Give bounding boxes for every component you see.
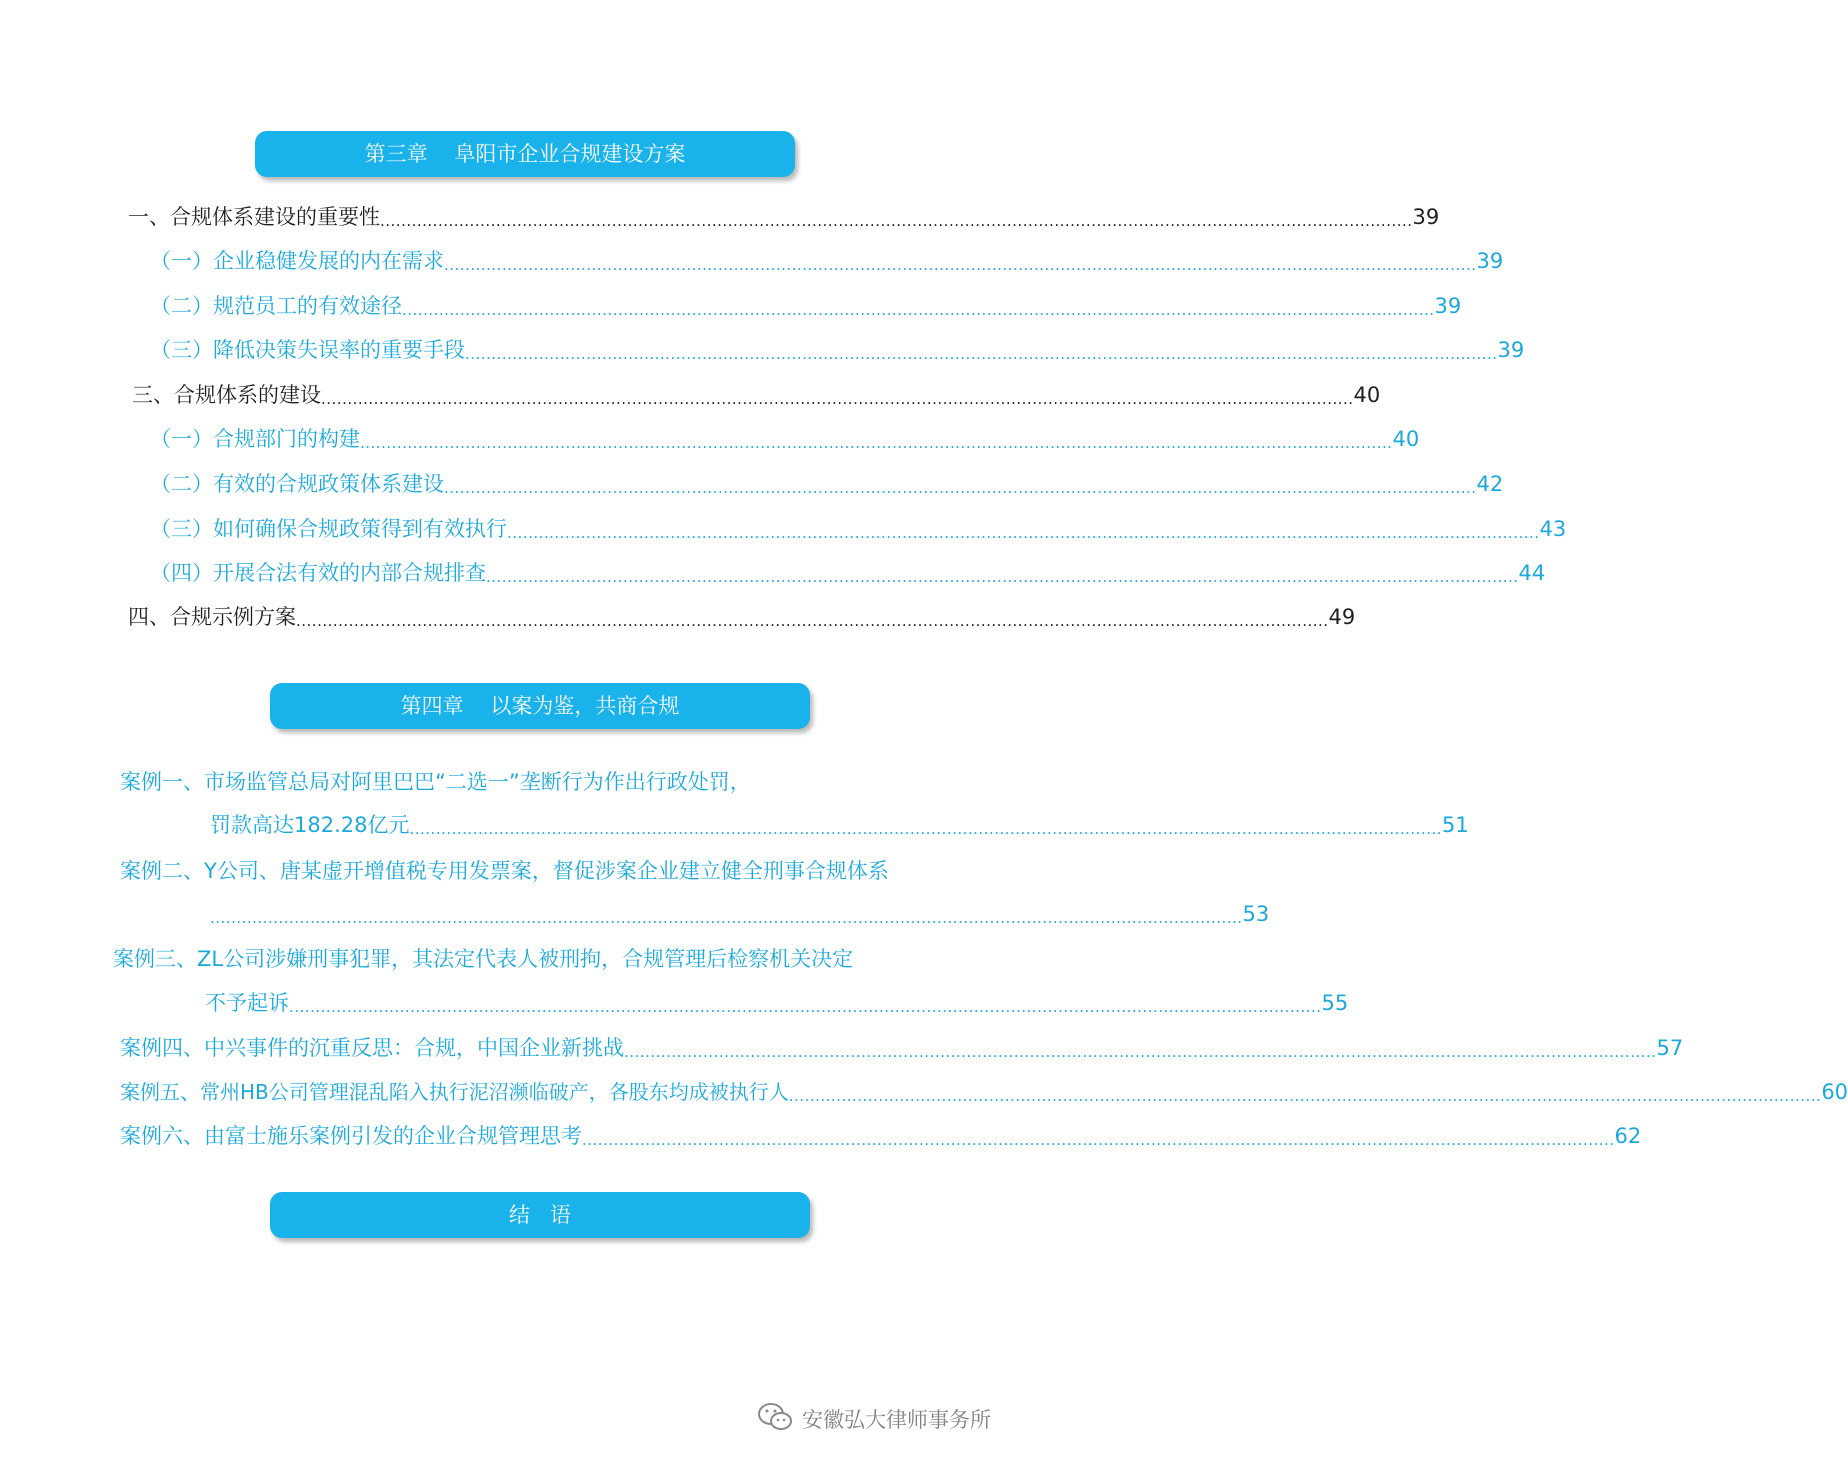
- toc-entry[interactable]: [120, 1077, 1848, 1107]
- toc-page-number: 60: [1821, 1080, 1848, 1104]
- toc-page-number: 57: [1656, 1036, 1684, 1060]
- toc-page-number: 39: [1476, 249, 1504, 273]
- toc-page-number: 62: [1614, 1124, 1642, 1148]
- toc-leader-dots: ....................................................................................................................................................................................................: [380, 212, 1413, 230]
- toc-page-number: 55: [1321, 991, 1349, 1015]
- toc-entry-label: 罚款高达182.28亿元: [210, 813, 410, 837]
- toc-leader-dots: ....................................................................................................................................................................................................: [582, 1131, 1615, 1149]
- toc-page-number: 43: [1539, 517, 1567, 541]
- toc-leader-dots: ....................................................................................................................................................................................................: [444, 479, 1477, 497]
- toc-entry[interactable]: [150, 424, 1420, 454]
- toc-entry-label: （二）规范员工的有效途径: [150, 294, 402, 318]
- toc-page-number: 39: [1497, 338, 1525, 362]
- toc-page-number: 42: [1476, 472, 1504, 496]
- toc-entry-label: （四）开展合法有效的内部合规排查: [150, 561, 486, 585]
- toc-entry[interactable]: [210, 810, 1469, 840]
- toc-entry[interactable]: [128, 202, 1440, 232]
- toc-entry[interactable]: [150, 558, 1546, 588]
- toc-entry-label: 案例六、由富士施乐案例引发的企业合规管理思考: [120, 1124, 582, 1148]
- chapter4-banner: 第四章 以案为鉴，共商合规: [270, 683, 810, 729]
- toc-entry[interactable]: [210, 899, 1270, 929]
- toc-page-number: 40: [1353, 383, 1381, 407]
- chapter3-banner: 第三章 阜阳市企业合规建设方案: [255, 131, 795, 177]
- toc-entry[interactable]: [205, 988, 1349, 1018]
- toc-leader-dots: ....................................................................................................................................................................................................: [296, 612, 1329, 630]
- toc-entry-label: （一）企业稳健发展的内在需求: [150, 249, 444, 273]
- toc-leader-dots: ....................................................................................................................................................................................................: [444, 256, 1477, 274]
- wechat-icon: [756, 1401, 802, 1438]
- case1-title-line1[interactable]: 案例一、市场监管总局对阿里巴巴“二选一”垄断行为作出行政处罚，: [120, 770, 751, 794]
- toc-entry[interactable]: [150, 335, 1525, 365]
- toc-entry[interactable]: [150, 469, 1504, 499]
- toc-leader-dots: ....................................................................................................................................................................................................: [624, 1043, 1657, 1061]
- toc-entry[interactable]: [128, 602, 1356, 632]
- toc-page-number: 39: [1434, 294, 1462, 318]
- toc-entry[interactable]: [150, 514, 1567, 544]
- toc-leader-dots: ....................................................................................................................................................................................................: [788, 1087, 1822, 1105]
- toc-page-number: 44: [1518, 561, 1546, 585]
- toc-entry-label: （三）如何确保合规政策得到有效执行: [150, 517, 507, 541]
- toc-page-number: 53: [1242, 902, 1270, 926]
- toc-page-number: 39: [1412, 205, 1440, 229]
- toc-entry[interactable]: [120, 1121, 1642, 1151]
- toc-leader-dots: ....................................................................................................................................................................................................: [486, 568, 1519, 586]
- toc-entry[interactable]: [150, 291, 1462, 321]
- watermark: [756, 1402, 991, 1436]
- toc-entry[interactable]: [150, 246, 1504, 276]
- case3-title-line1[interactable]: 案例三、ZL公司涉嫌刑事犯罪，其法定代表人被刑拘，合规管理后检察机关决定: [113, 947, 854, 971]
- toc-leader-dots: ....................................................................................................................................................................................................: [402, 301, 1435, 319]
- toc-entry-label: 不予起诉: [205, 991, 289, 1015]
- toc-leader-dots: ....................................................................................................................................................................................................: [360, 434, 1393, 452]
- toc-entry-label: 四、合规示例方案: [128, 605, 296, 629]
- toc-entry-label: 案例五、常州HB公司管理混乱陷入执行泥沼濒临破产，各股东均成被执行人: [120, 1080, 789, 1104]
- toc-entry-label: 一、合规体系建设的重要性: [128, 205, 380, 229]
- toc-leader-dots: ....................................................................................................................................................................................................: [289, 998, 1322, 1016]
- toc-entry-label: 案例四、中兴事件的沉重反思：合规，中国企业新挑战: [120, 1036, 624, 1060]
- toc-leader-dots: ....................................................................................................................................................................................................: [507, 524, 1540, 542]
- toc-leader-dots: ....................................................................................................................................................................................................: [409, 820, 1443, 838]
- toc-page-number: 51: [1442, 813, 1469, 837]
- toc-leader-dots: ....................................................................................................................................................................................................: [321, 390, 1354, 408]
- case2-title[interactable]: 案例二、Y公司、唐某虚开增值税专用发票案，督促涉案企业建立健全刑事合规体系: [120, 859, 889, 883]
- toc-leader-dots: ....................................................................................................................................................................................................: [210, 909, 1243, 927]
- toc-leader-dots: ....................................................................................................................................................................................................: [465, 345, 1498, 363]
- conclusion-banner: 结 语: [270, 1192, 810, 1238]
- toc-entry-label: 三、合规体系的建设: [132, 383, 321, 407]
- toc-entry-label: （一）合规部门的构建: [150, 427, 360, 451]
- toc-entry[interactable]: [120, 1033, 1684, 1063]
- toc-entry[interactable]: [132, 380, 1381, 410]
- toc-page-number: 40: [1392, 427, 1420, 451]
- watermark-text: 安徽弘大律师事务所: [802, 1408, 991, 1432]
- toc-page-number: 49: [1328, 605, 1356, 629]
- toc-entry-label: （三）降低决策失误率的重要手段: [150, 338, 465, 362]
- toc-entry-label: （二）有效的合规政策体系建设: [150, 472, 444, 496]
